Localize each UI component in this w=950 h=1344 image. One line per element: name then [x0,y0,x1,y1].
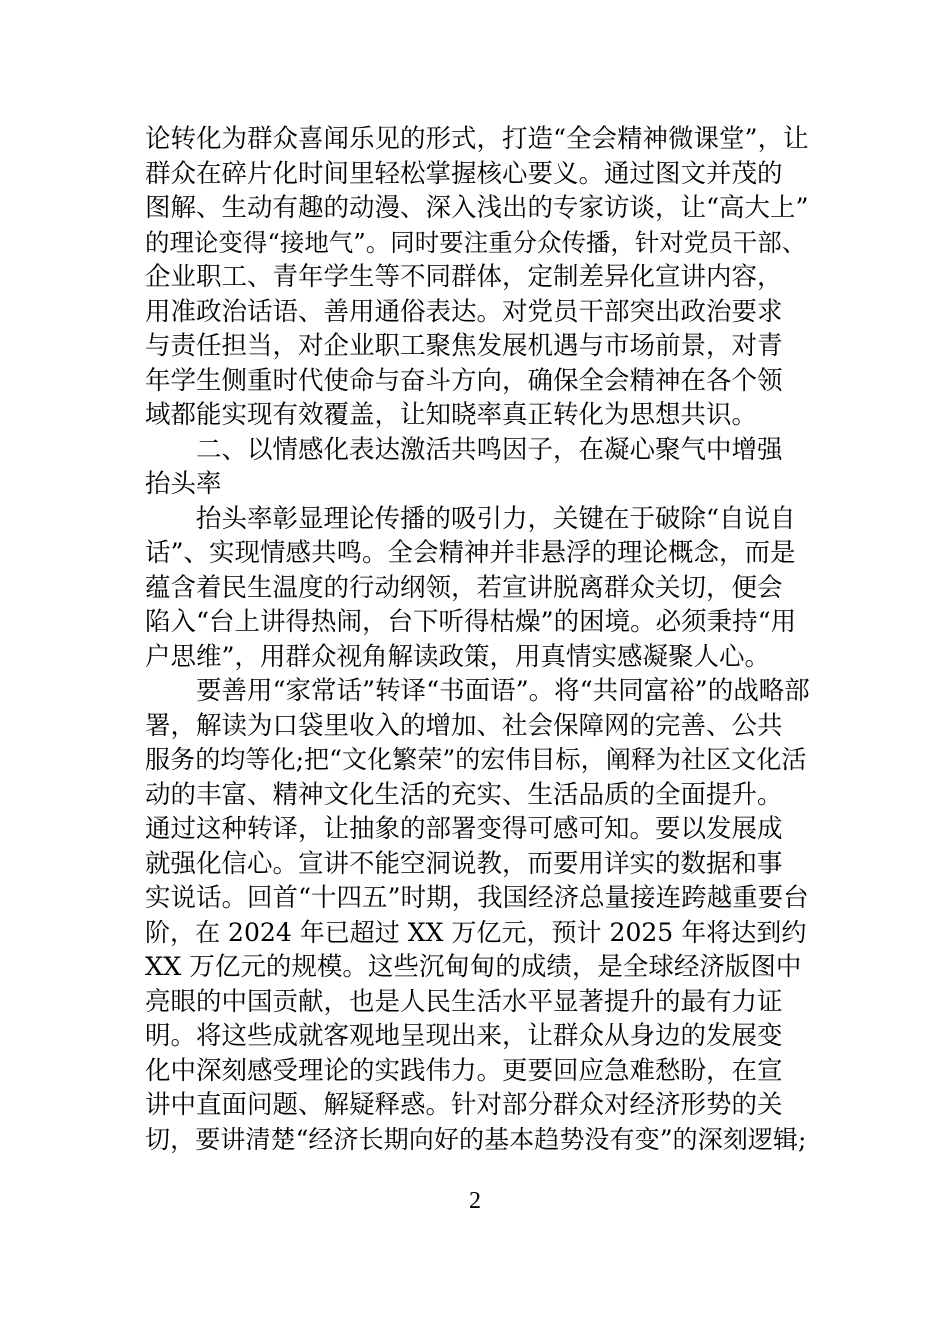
paragraph-start: 要善用“家常话”转译“书面语”。将“共同富裕”的战略部 [196,676,810,706]
text-line: 亮眼的中国贡献，也是人民生活水平显著提升的最有力证 [145,986,783,1017]
text-line: XX 万亿元的规模。这些沉甸甸的成绩，是全球经济版图中 [145,952,802,982]
text-line: 论转化为群众喜闻乐见的形式，打造“全会精神微课堂”，让 [145,124,809,154]
text-line: 讲中直面问题、解疑释惑。针对部分群众对经济形势的关 [145,1090,783,1120]
text-line: 服务的均等化;把“文化繁荣”的宏伟目标，阐释为社区文化活 [145,745,807,774]
text-line: 用准政治话语、善用通俗表达。对党员干部突出政治要求 [145,296,783,327]
text-line: 切，要讲清楚“经济长期向好的基本趋势没有变”的深刻逻辑; [145,1124,807,1154]
text-line: 户思维”，用群众视角解读政策，用真情实感凝聚人心。 [145,641,771,672]
section-heading: 二、以情感化表达激活共鸣因子，在凝心聚气中增强 [196,434,783,465]
text-line: 年学生侧重时代使命与奋斗方向，确保全会精神在各个领 [145,365,783,396]
text-line: 实说话。回首“十四五”时期，我国经济总量接连跨越重要台 [145,883,809,913]
page-number: 2 [469,1188,481,1214]
text-line: 群众在碎片化时间里轻松掌握核心要义。通过图文并茂的 [145,158,783,189]
text-line: 动的丰富、精神文化生活的充实、生活品质的全面提升。 [145,779,783,810]
text-line: 阶，在 2024 年已超过 XX 万亿元，预计 2025 年将达到约 [145,917,807,947]
text-line: 署，解读为口袋里收入的增加、社会保障网的完善、公共 [145,710,783,741]
text-line: 通过这种转译，让抽象的部署变得可感可知。要以发展成 [145,814,783,844]
text-line: 图解、生动有趣的动漫、深入浅出的专家访谈，让“高大上” [145,193,809,223]
section-heading-continued: 抬头率 [145,469,222,499]
text-line: 陷入“台上讲得热闹，台下听得枯燥”的困境。必须秉持“用 [145,607,797,637]
text-line: 的理论变得“接地气”。同时要注重分众传播，针对党员干部、 [145,227,807,257]
text-line: 企业职工、青年学生等不同群体，定制差异化宣讲内容， [145,262,783,292]
text-line: 蕴含着民生温度的行动纲领，若宣讲脱离群众关切，便会 [145,572,783,603]
text-line: 与责任担当，对企业职工聚焦发展机遇与市场前景，对青 [145,331,783,361]
text-line: 明。将这些成就客观地呈现出来，让群众从身边的发展变 [145,1021,783,1051]
text-line: 就强化信心。宣讲不能空洞说教，而要用详实的数据和事 [145,848,783,879]
body-text [145,122,810,1157]
text-line: 域都能实现有效覆盖，让知晓率真正转化为思想共识。 [145,400,758,430]
text-line: 话”、实现情感共鸣。全会精神并非悬浮的理论概念，而是 [145,538,796,568]
text-line: 化中深刻感受理论的实践伟力。更要回应急难愁盼，在宣 [145,1055,783,1086]
paragraph-start: 抬头率彰显理论传播的吸引力，关键在于破除“自说自 [196,503,796,534]
